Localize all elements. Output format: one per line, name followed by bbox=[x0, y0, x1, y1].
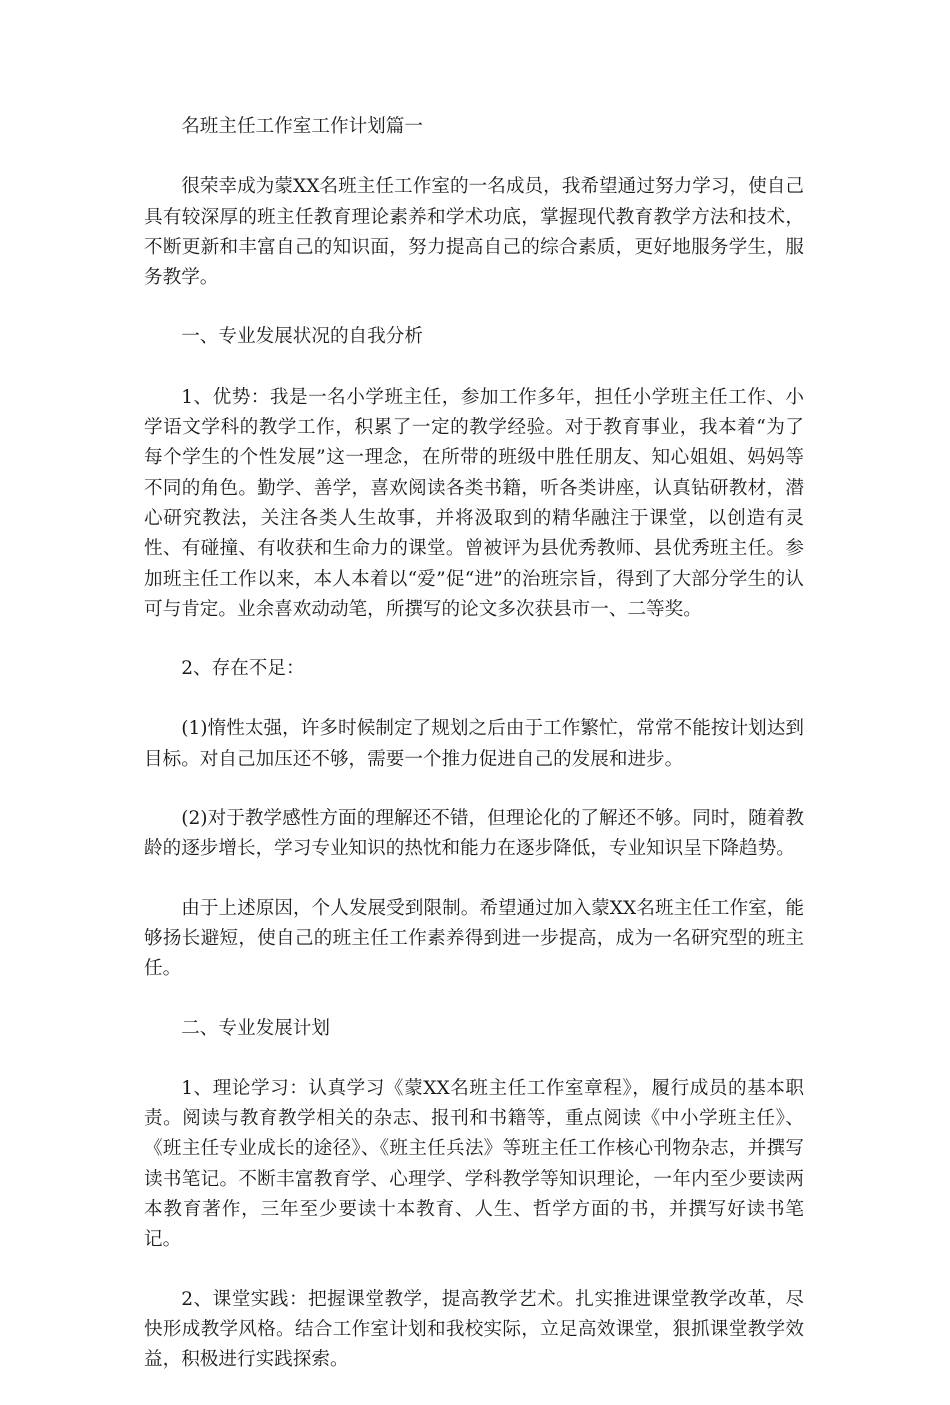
plan-item-theory: 1、理论学习：认真学习《蒙XX名班主任工作室章程》，履行成员的基本职责。阅读与教育教学相关的杂志、报刊和书籍等，重点阅读《中小学班主任》、《班主任专业成长的途径》、《班主任兵法》等班主任工作核心刊物杂志，并撰写读书笔记。不断丰富教育学、心理学、学科教学等知识理论，一年内至少要读两本教育著作，三年至少要读十本教育、人生、哲学方面的书，并撰写好读书笔记。 bbox=[144, 1077, 804, 1251]
document-page bbox=[144, 112, 804, 1405]
weakness-item-1: (1)惰性太强，许多时候制定了规划之后由于工作繁忙，常常不能按计划达到目标。对自己加压还不够，需要一个推力促进自己的发展和进步。 bbox=[144, 718, 804, 770]
weakness-item-2: (2)对于教学感性方面的理解还不错，但理论化的了解还不够。同时，随着教龄的逐步增长，学习专业知识的热忱和能力在逐步降低，专业知识呈下降趋势。 bbox=[144, 808, 804, 860]
reason-paragraph: 由于上述原因，个人发展受到限制。希望通过加入蒙XX名班主任工作室，能够扬长避短，使自己的班主任工作素养得到进一步提高，成为一名研究型的班主任。 bbox=[144, 897, 804, 980]
section-heading-self-analysis: 一、专业发展状况的自我分析 bbox=[181, 326, 423, 348]
weakness-heading: 2、存在不足： bbox=[181, 658, 305, 680]
intro-paragraph: 很荣幸成为蒙XX名班主任工作室的一名成员，我希望通过努力学习，使自己具有较深厚的班主任教育理论素养和学术功底，掌握现代教育教学方法和技术，不断更新和丰富自己的知识面，努力提高自己的综合素质，更好地服务学生，服务教学。 bbox=[144, 176, 804, 289]
plan-item-practice: 2、课堂实践：把握课堂教学，提高教学艺术。扎实推进课堂教学改革，尽快形成教学风格。结合工作室计划和我校实际，立足高效课堂，狠抓课堂教学效益，积极进行实践探索。 bbox=[144, 1288, 804, 1371]
document-title: 名班主任工作室工作计划篇一 bbox=[181, 116, 423, 137]
strengths-paragraph: 1、优势：我是一名小学班主任，参加工作多年，担任小学班主任工作、小学语文学科的教学工作，积累了一定的教学经验。对于教育事业，我本着“为了每个学生的个性发展”这一理念，在所带的班级中胜任朋友、知心姐姐、妈妈等不同的角色。勤学、善学，喜欢阅读各类书籍，听各类讲座，认真钻研教材，潜心研究教法，关注各类人生故事，并将汲取到的精华融注于课堂，以创造有灵性、有碰撞、有收获和生命力的课堂。曾被评为县优秀教师、县优秀班主任。参加班主任工作以来，本人本着以“爱”促“进”的治班宗旨，得到了大部分学生的认可与肯定。业余喜欢动动笔，所撰写的论文多次获县市一、二等奖。 bbox=[144, 386, 804, 620]
section-heading-plan: 二、专业发展计划 bbox=[181, 1017, 330, 1039]
